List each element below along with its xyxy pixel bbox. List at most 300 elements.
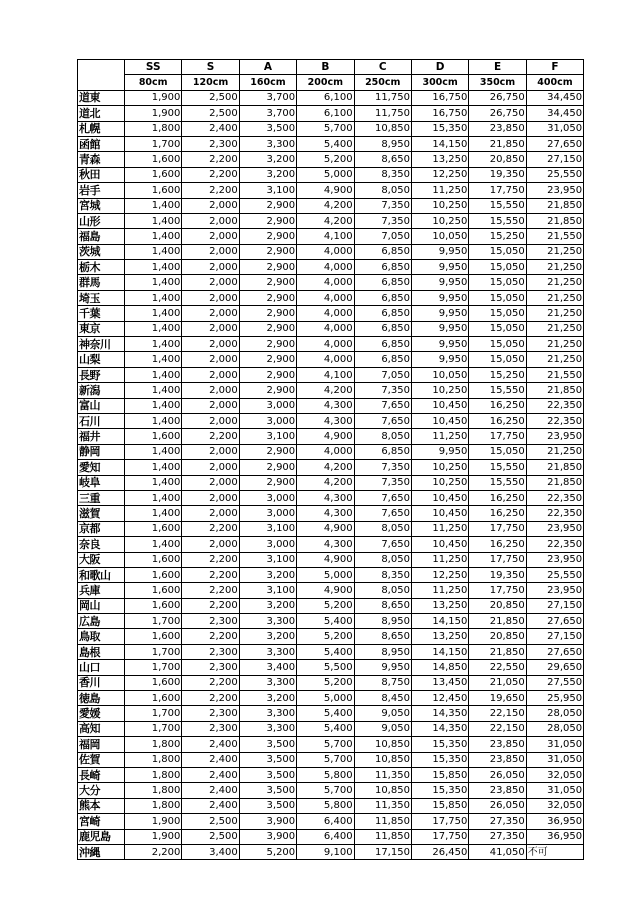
rate-cell: 1,600 — [125, 598, 182, 613]
rate-cell: 26,750 — [469, 90, 526, 105]
region-name: 青森 — [78, 152, 125, 167]
rate-cell: 6,100 — [297, 106, 354, 121]
rate-cell: 21,250 — [526, 444, 583, 459]
rate-cell: 22,350 — [526, 413, 583, 428]
rate-cell: 1,700 — [125, 644, 182, 659]
rate-cell: 21,850 — [526, 383, 583, 398]
rate-cell: 2,900 — [239, 383, 296, 398]
table-row — [78, 213, 584, 228]
rate-cell: 2,300 — [182, 614, 239, 629]
rate-cell: 4,100 — [297, 229, 354, 244]
rate-cell: 4,200 — [297, 460, 354, 475]
length-header: 200cm — [297, 75, 354, 90]
rate-cell: 36,950 — [526, 829, 583, 844]
table-row — [78, 798, 584, 813]
rate-cell: 3,400 — [239, 660, 296, 675]
rate-cell: 1,600 — [125, 167, 182, 182]
rate-cell: 4,000 — [297, 260, 354, 275]
rate-cell: 15,350 — [411, 121, 468, 136]
rate-cell: 6,850 — [354, 321, 411, 336]
table-row — [78, 367, 584, 382]
rate-cell: 10,850 — [354, 783, 411, 798]
rate-cell: 22,350 — [526, 506, 583, 521]
rate-cell: 2,200 — [182, 183, 239, 198]
region-name: 埼玉 — [78, 290, 125, 305]
rate-cell: 1,600 — [125, 429, 182, 444]
rate-cell: 27,350 — [469, 829, 526, 844]
table-row — [78, 275, 584, 290]
length-header: 120cm — [182, 75, 239, 90]
rate-cell: 34,450 — [526, 106, 583, 121]
rate-cell: 2,000 — [182, 244, 239, 259]
region-name: 徳島 — [78, 691, 125, 706]
region-name: 滋賀 — [78, 506, 125, 521]
rate-cell: 21,250 — [526, 290, 583, 305]
rate-cell: 7,050 — [354, 229, 411, 244]
rate-cell: 21,250 — [526, 306, 583, 321]
rate-cell: 2,000 — [182, 275, 239, 290]
rate-cell: 5,200 — [239, 844, 296, 859]
region-name: 岩手 — [78, 183, 125, 198]
rate-cell: 2,000 — [182, 337, 239, 352]
rate-cell: 1,600 — [125, 552, 182, 567]
rate-cell: 15,350 — [411, 737, 468, 752]
rate-cell: 10,250 — [411, 213, 468, 228]
rate-cell: 1,400 — [125, 444, 182, 459]
region-name: 群馬 — [78, 275, 125, 290]
rate-cell: 12,250 — [411, 567, 468, 582]
rate-cell: 23,950 — [526, 552, 583, 567]
rate-cell: 15,050 — [469, 275, 526, 290]
region-name: 宮城 — [78, 198, 125, 213]
rate-cell: 2,900 — [239, 213, 296, 228]
table-row — [78, 337, 584, 352]
rate-cell: 8,650 — [354, 152, 411, 167]
rate-cell: 8,350 — [354, 167, 411, 182]
rate-cell: 21,850 — [526, 475, 583, 490]
table-row — [78, 183, 584, 198]
rate-cell: 15,250 — [469, 367, 526, 382]
table-row — [78, 413, 584, 428]
rate-cell: 13,250 — [411, 598, 468, 613]
length-header: 400cm — [526, 75, 583, 90]
rate-cell: 11,750 — [354, 106, 411, 121]
rate-cell: 10,250 — [411, 383, 468, 398]
rate-cell: 1,400 — [125, 213, 182, 228]
table-row — [78, 644, 584, 659]
region-name: 愛媛 — [78, 706, 125, 721]
rate-cell: 6,100 — [297, 90, 354, 105]
rate-cell: 9,950 — [411, 260, 468, 275]
region-name: 石川 — [78, 413, 125, 428]
rate-cell: 4,000 — [297, 275, 354, 290]
rate-cell: 41,050 — [469, 844, 526, 859]
rate-cell: 10,850 — [354, 121, 411, 136]
rate-cell: 6,850 — [354, 275, 411, 290]
rate-cell: 9,950 — [411, 306, 468, 321]
rate-cell: 11,850 — [354, 829, 411, 844]
rate-cell: 1,600 — [125, 691, 182, 706]
rate-cell: 1,600 — [125, 183, 182, 198]
rate-cell: 17,750 — [469, 183, 526, 198]
size-code-header: S — [182, 60, 239, 75]
rate-cell: 1,400 — [125, 321, 182, 336]
rate-cell: 4,000 — [297, 290, 354, 305]
rate-cell: 8,750 — [354, 675, 411, 690]
table-row — [78, 767, 584, 782]
rate-cell: 8,050 — [354, 429, 411, 444]
rate-cell: 1,800 — [125, 798, 182, 813]
rate-cell: 8,650 — [354, 598, 411, 613]
rate-cell: 27,650 — [526, 136, 583, 151]
rate-cell: 1,600 — [125, 521, 182, 536]
rate-cell: 5,000 — [297, 691, 354, 706]
rate-cell: 14,150 — [411, 136, 468, 151]
rate-cell: 2,000 — [182, 260, 239, 275]
rate-cell: 2,900 — [239, 229, 296, 244]
rate-cell: 2,200 — [182, 629, 239, 644]
rate-cell: 1,900 — [125, 814, 182, 829]
rate-cell: 4,300 — [297, 490, 354, 505]
rate-cell: 2,400 — [182, 798, 239, 813]
rate-cell: 10,450 — [411, 490, 468, 505]
region-name: 宮崎 — [78, 814, 125, 829]
table-row — [78, 706, 584, 721]
table-row — [78, 521, 584, 536]
rate-cell: 5,400 — [297, 644, 354, 659]
rate-cell: 9,950 — [411, 275, 468, 290]
rate-cell: 28,050 — [526, 706, 583, 721]
rate-cell: 17,750 — [469, 521, 526, 536]
rate-cell: 20,850 — [469, 629, 526, 644]
rate-cell: 31,050 — [526, 783, 583, 798]
rate-cell: 3,200 — [239, 167, 296, 182]
rate-cell: 1,400 — [125, 460, 182, 475]
rate-cell: 1,400 — [125, 337, 182, 352]
rate-cell: 6,850 — [354, 244, 411, 259]
region-name: 福井 — [78, 429, 125, 444]
rate-cell: 2,000 — [182, 198, 239, 213]
rate-cell: 2,500 — [182, 90, 239, 105]
rate-cell: 9,950 — [411, 337, 468, 352]
rate-cell: 23,950 — [526, 429, 583, 444]
rate-cell: 2,000 — [182, 383, 239, 398]
rate-cell: 1,900 — [125, 90, 182, 105]
rate-cell: 3,500 — [239, 752, 296, 767]
rate-cell: 2,200 — [182, 167, 239, 182]
table-row — [78, 90, 584, 105]
rate-cell: 3,000 — [239, 398, 296, 413]
rate-cell: 25,950 — [526, 691, 583, 706]
rate-cell: 22,150 — [469, 706, 526, 721]
rate-cell: 8,050 — [354, 183, 411, 198]
table-row — [78, 260, 584, 275]
table-row — [78, 552, 584, 567]
table-row — [78, 383, 584, 398]
table-row — [78, 783, 584, 798]
rate-cell: 17,750 — [411, 829, 468, 844]
rate-cell: 1,400 — [125, 290, 182, 305]
rate-cell: 4,200 — [297, 198, 354, 213]
rate-cell: 9,100 — [297, 844, 354, 859]
rate-cell: 11,250 — [411, 583, 468, 598]
rate-cell: 21,050 — [469, 675, 526, 690]
rate-cell: 9,050 — [354, 706, 411, 721]
rate-cell: 15,050 — [469, 352, 526, 367]
rate-cell: 11,250 — [411, 183, 468, 198]
rate-cell: 4,900 — [297, 183, 354, 198]
rate-cell: 36,950 — [526, 814, 583, 829]
rate-cell: 14,350 — [411, 721, 468, 736]
rate-cell: 1,400 — [125, 275, 182, 290]
rate-cell: 5,400 — [297, 614, 354, 629]
rate-cell: 10,450 — [411, 537, 468, 552]
rate-cell: 21,250 — [526, 352, 583, 367]
rate-cell: 16,250 — [469, 398, 526, 413]
rate-cell: 3,100 — [239, 183, 296, 198]
rate-cell: 4,100 — [297, 367, 354, 382]
rate-cell: 27,350 — [469, 814, 526, 829]
rate-cell: 2,000 — [182, 490, 239, 505]
region-name: 鳥取 — [78, 629, 125, 644]
rate-cell: 10,450 — [411, 413, 468, 428]
region-name: 千葉 — [78, 306, 125, 321]
rate-cell: 1,800 — [125, 121, 182, 136]
region-name: 茨城 — [78, 244, 125, 259]
rate-cell: 8,050 — [354, 552, 411, 567]
rate-cell: 3,300 — [239, 675, 296, 690]
rate-cell: 13,250 — [411, 152, 468, 167]
rate-cell: 2,300 — [182, 706, 239, 721]
rate-cell: 4,000 — [297, 444, 354, 459]
rate-cell: 15,050 — [469, 244, 526, 259]
rate-cell: 7,650 — [354, 413, 411, 428]
rate-cell: 23,850 — [469, 752, 526, 767]
rate-cell: 21,850 — [526, 213, 583, 228]
rate-cell: 3,100 — [239, 521, 296, 536]
rate-cell: 27,650 — [526, 644, 583, 659]
rate-cell: 8,350 — [354, 567, 411, 582]
rate-cell: 2,400 — [182, 121, 239, 136]
rate-cell: 3,200 — [239, 567, 296, 582]
rate-cell: 21,250 — [526, 275, 583, 290]
rate-cell: 2,200 — [182, 567, 239, 582]
rate-cell: 3,000 — [239, 506, 296, 521]
size-code-header: E — [469, 60, 526, 75]
rate-cell: 3,300 — [239, 721, 296, 736]
length-header: 300cm — [411, 75, 468, 90]
rate-cell: 10,250 — [411, 460, 468, 475]
rate-cell: 1,900 — [125, 106, 182, 121]
rate-cell: 11,350 — [354, 798, 411, 813]
rate-cell: 4,000 — [297, 244, 354, 259]
rate-cell: 29,650 — [526, 660, 583, 675]
rate-cell: 6,850 — [354, 290, 411, 305]
rate-cell: 10,250 — [411, 475, 468, 490]
rate-cell: 1,400 — [125, 413, 182, 428]
length-header: 160cm — [239, 75, 296, 90]
rate-cell: 5,700 — [297, 737, 354, 752]
rate-cell: 22,350 — [526, 490, 583, 505]
rate-cell: 2,900 — [239, 260, 296, 275]
rate-cell: 8,950 — [354, 614, 411, 629]
rate-cell: 1,800 — [125, 737, 182, 752]
rate-cell: 15,850 — [411, 767, 468, 782]
rate-cell: 2,200 — [182, 152, 239, 167]
rate-cell: 14,350 — [411, 706, 468, 721]
rate-cell: 4,900 — [297, 552, 354, 567]
region-name: 富山 — [78, 398, 125, 413]
rate-cell: 2,200 — [182, 521, 239, 536]
rate-cell: 1,400 — [125, 352, 182, 367]
rate-cell: 2,400 — [182, 767, 239, 782]
rate-cell: 1,400 — [125, 490, 182, 505]
region-name: 栃木 — [78, 260, 125, 275]
rate-cell: 3,000 — [239, 413, 296, 428]
table-row — [78, 614, 584, 629]
rate-cell: 4,900 — [297, 583, 354, 598]
rate-cell: 10,050 — [411, 367, 468, 382]
rate-cell: 16,250 — [469, 537, 526, 552]
rate-cell: 6,400 — [297, 829, 354, 844]
region-name: 福島 — [78, 229, 125, 244]
rate-cell: 16,250 — [469, 490, 526, 505]
table-row — [78, 567, 584, 582]
rate-cell: 2,900 — [239, 198, 296, 213]
rate-cell: 2,900 — [239, 444, 296, 459]
region-name: 島根 — [78, 644, 125, 659]
region-name: 山形 — [78, 213, 125, 228]
rate-cell: 7,350 — [354, 460, 411, 475]
rate-cell: 2,000 — [182, 537, 239, 552]
rate-cell: 4,900 — [297, 521, 354, 536]
corner-cell — [78, 60, 125, 91]
rate-cell: 2,900 — [239, 321, 296, 336]
rate-cell: 10,850 — [354, 737, 411, 752]
rate-cell: 27,150 — [526, 598, 583, 613]
rate-cell: 13,250 — [411, 629, 468, 644]
rate-cell: 2,200 — [125, 844, 182, 859]
rate-cell: 1,800 — [125, 752, 182, 767]
rate-cell: 15,050 — [469, 260, 526, 275]
table-row — [78, 691, 584, 706]
rate-cell: 2,900 — [239, 460, 296, 475]
table-row — [78, 398, 584, 413]
rate-cell: 2,500 — [182, 106, 239, 121]
rate-cell: 14,850 — [411, 660, 468, 675]
region-name: 京都 — [78, 521, 125, 536]
rate-cell: 11,350 — [354, 767, 411, 782]
rate-cell: 20,850 — [469, 152, 526, 167]
rate-cell: 8,050 — [354, 583, 411, 598]
rate-cell: 5,700 — [297, 752, 354, 767]
unavailable-cell: 不可 — [526, 844, 583, 859]
rate-table-body — [78, 90, 584, 860]
size-code-header: C — [354, 60, 411, 75]
rate-cell: 2,000 — [182, 413, 239, 428]
rate-cell: 2,000 — [182, 306, 239, 321]
rate-cell: 21,250 — [526, 260, 583, 275]
rate-cell: 1,600 — [125, 567, 182, 582]
rate-cell: 1,400 — [125, 537, 182, 552]
region-name: 三重 — [78, 490, 125, 505]
rate-cell: 4,200 — [297, 213, 354, 228]
rate-cell: 2,000 — [182, 460, 239, 475]
rate-cell: 23,950 — [526, 521, 583, 536]
rate-cell: 3,300 — [239, 644, 296, 659]
rate-cell: 15,050 — [469, 444, 526, 459]
rate-cell: 4,300 — [297, 413, 354, 428]
rate-cell: 2,000 — [182, 352, 239, 367]
rate-cell: 21,250 — [526, 337, 583, 352]
table-row — [78, 598, 584, 613]
rate-cell: 4,000 — [297, 321, 354, 336]
rate-cell: 3,300 — [239, 706, 296, 721]
table-row — [78, 321, 584, 336]
rate-cell: 11,250 — [411, 552, 468, 567]
region-name: 佐賀 — [78, 752, 125, 767]
rate-cell: 3,100 — [239, 429, 296, 444]
table-row — [78, 152, 584, 167]
rate-cell: 2,200 — [182, 552, 239, 567]
rate-cell: 21,550 — [526, 229, 583, 244]
rate-cell: 17,750 — [411, 814, 468, 829]
table-row — [78, 829, 584, 844]
rate-cell: 4,200 — [297, 475, 354, 490]
rate-cell: 27,150 — [526, 629, 583, 644]
table-row — [78, 198, 584, 213]
rate-cell: 3,500 — [239, 767, 296, 782]
rate-cell: 6,850 — [354, 337, 411, 352]
table-row — [78, 229, 584, 244]
rate-cell: 1,400 — [125, 306, 182, 321]
rate-cell: 2,400 — [182, 783, 239, 798]
rate-cell: 26,750 — [469, 106, 526, 121]
rate-cell: 3,000 — [239, 490, 296, 505]
size-code-header: B — [297, 60, 354, 75]
rate-cell: 2,200 — [182, 691, 239, 706]
rate-cell: 4,200 — [297, 383, 354, 398]
size-code-header: F — [526, 60, 583, 75]
rate-cell: 7,650 — [354, 490, 411, 505]
rate-cell: 4,000 — [297, 352, 354, 367]
rate-cell: 26,050 — [469, 798, 526, 813]
region-name: 兵庫 — [78, 583, 125, 598]
table-row — [78, 814, 584, 829]
rate-cell: 31,050 — [526, 752, 583, 767]
rate-cell: 16,250 — [469, 413, 526, 428]
rate-cell: 8,050 — [354, 521, 411, 536]
rate-cell: 15,350 — [411, 752, 468, 767]
table-row — [78, 721, 584, 736]
region-name: 長崎 — [78, 767, 125, 782]
rate-cell: 32,050 — [526, 767, 583, 782]
rate-cell: 17,750 — [469, 552, 526, 567]
rate-cell: 1,800 — [125, 767, 182, 782]
table-row — [78, 244, 584, 259]
rate-cell: 2,000 — [182, 444, 239, 459]
region-name: 長野 — [78, 367, 125, 382]
rate-cell: 1,900 — [125, 829, 182, 844]
region-name: 道北 — [78, 106, 125, 121]
rate-cell: 21,550 — [526, 367, 583, 382]
rate-cell: 5,700 — [297, 121, 354, 136]
rate-cell: 22,550 — [469, 660, 526, 675]
table-row — [78, 752, 584, 767]
region-name: 香川 — [78, 675, 125, 690]
rate-cell: 23,950 — [526, 583, 583, 598]
rate-cell: 1,700 — [125, 614, 182, 629]
